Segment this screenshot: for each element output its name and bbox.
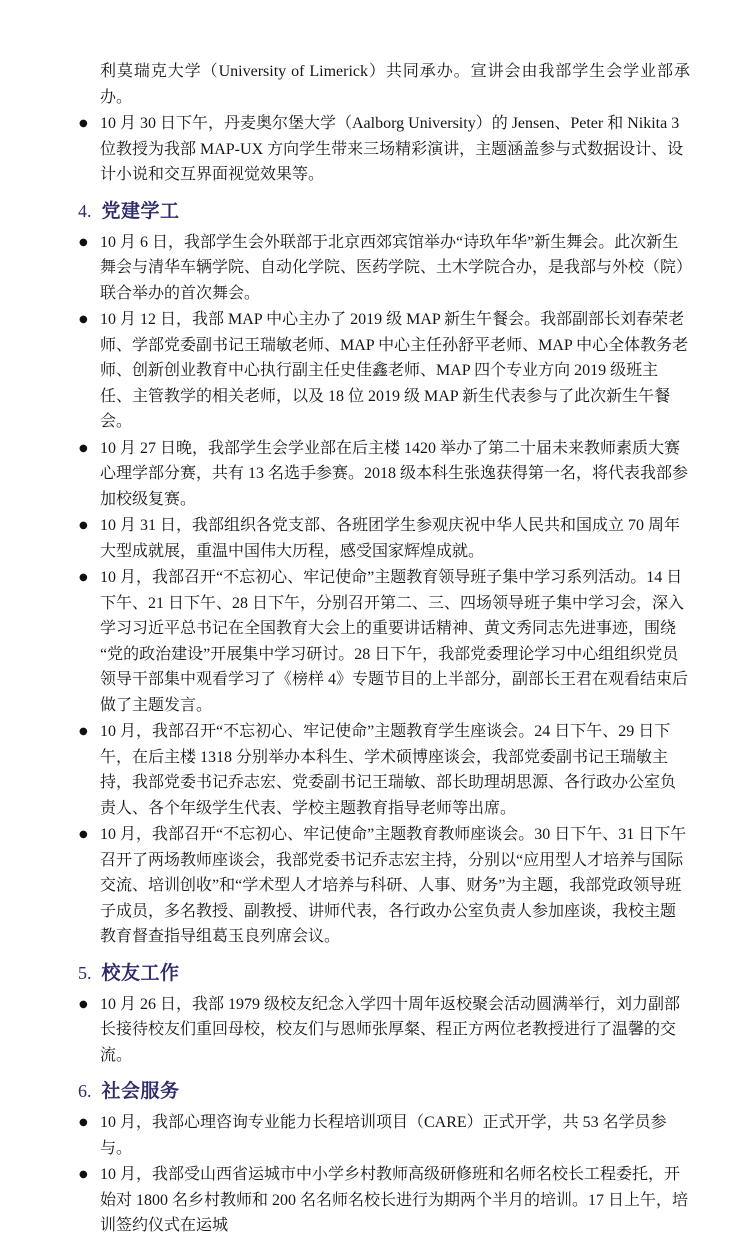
list-item bbox=[78, 1162, 690, 1239]
list-item bbox=[78, 513, 690, 564]
bullet-icon: ● bbox=[79, 1117, 88, 1128]
list-item bbox=[78, 822, 690, 950]
list-item bbox=[78, 230, 690, 307]
bullet-text: 10 月，我部召开“不忘初心、牢记使命”主题教育教师座谈会。30 日下午、31 日下午召开了两场教师座谈会，我部党委书记乔志宏主持，分别以“应用型人才培养与国际交流、培训创收”和“学术型人才培养与科研、人事、财务”为主题，我部党政领导班子成员，多名教授、副教授、讲师代表，各行政办公室负责人参加座谈，我校主题教育督查指导组葛玉良列席会议。 bbox=[100, 826, 687, 945]
bullet-text: 10 月 26 日，我部 1979 级校友纪念入学四十周年返校聚会活动圆满举行，刘力副部长接待校友们重回母校，校友们与恩师张厚粲、程正方两位老教授进行了温馨的交流。 bbox=[100, 995, 681, 1064]
bullet-icon: ● bbox=[79, 442, 88, 454]
section-heading-6 bbox=[78, 1079, 690, 1104]
list-item bbox=[78, 1110, 690, 1161]
bullet-text: 10 月 31 日，我部组织各党支部、各班团学生参观庆祝中华人民共和国成立 70 周年大型成就展，重温中国伟大历程，感受国家辉煌成就。 bbox=[100, 517, 681, 560]
section-title: 党建学工 bbox=[101, 200, 180, 222]
bullet-text: 10 月 30 日下午，丹麦奥尔堡大学（Aalborg University）的 Jensen、Peter 和 Nikita 3 位教授为我部 MAP-UX 方向学生带来三场精彩演讲，主题涵盖参与式数据设计、设计小说和交互界面视觉效果等。 bbox=[100, 115, 684, 183]
section-heading-4 bbox=[78, 199, 690, 224]
bullet-text: 10 月，我部受山西省运城市中小学乡村教师高级研修班和名师名校长工程委托，开始对 1800 名乡村教师和 200 名名师名校长进行为期两个半月的培训。17 日上午，培训签约仪式在运城 bbox=[100, 1166, 689, 1234]
intro-continuation-paragraph: 利莫瑞克大学（University of Limerick）共同承办。宣讲会由我部学生会学业部承办。 bbox=[100, 63, 690, 106]
section-number: 4. bbox=[78, 200, 92, 221]
bullet-icon: ● bbox=[79, 236, 88, 248]
bullet-text: 10 月 6 日，我部学生会外联部于北京西郊宾馆举办“诗玖年华”新生舞会。此次新生舞会与清华车辆学院、自动化学院、医药学院、土木学院合办，是我部与外校（院）联合举办的首次舞会。 bbox=[100, 233, 685, 302]
bullet-text: 10 月 27 日晚，我部学生会学业部在后主楼 1420 举办了第二十届未来教师素质大赛心理学部分赛，共有 13 名选手参赛。2018 级本科生张逸获得第一名，将代表我部参加校级复赛。 bbox=[100, 439, 689, 508]
list-item bbox=[78, 719, 690, 821]
bullet-text: 10 月，我部召开“不忘初心、牢记使命”主题教育学生座谈会。24 日下午、29 日下午，在后主楼 1318 分别举办本科生、学术硕博座谈会，我部党委副书记王瑞敏主持，我部党委书记乔志宏、党委副书记王瑞敏、部长助理胡思源、各行政办公室负责人、各个年级学生代表、学校主题教育指导老师等出席。 bbox=[100, 723, 677, 817]
bullet-icon: ● bbox=[79, 998, 88, 1010]
section-title: 社会服务 bbox=[101, 1081, 180, 1102]
bullet-icon: ● bbox=[79, 314, 88, 325]
section-title: 校友工作 bbox=[101, 962, 180, 984]
bullet-text: 10 月 12 日，我部 MAP 中心主办了 2019 级 MAP 新生午餐会。我部副部长刘春荣老师、学部党委副书记王瑞敏老师、MAP 中心主任孙舒平老师、MAP 中心全体教务老师、创新创业教育中心执行副主任史佳鑫老师、MAP 四个专业方向 2019 级班主任、主管教学的相关老师，以及 18 位 2019 级 MAP 新生代表参与了此次新生午餐会。 bbox=[100, 311, 689, 430]
bullet-icon: ● bbox=[79, 726, 88, 737]
section-number: 5. bbox=[78, 962, 92, 983]
section-heading-5 bbox=[78, 961, 690, 986]
bullet-icon: ● bbox=[79, 829, 88, 840]
list-item bbox=[78, 992, 690, 1069]
bullet-icon: ● bbox=[79, 1169, 88, 1180]
bullet-icon: ● bbox=[79, 572, 88, 583]
bullet-icon: ● bbox=[79, 118, 88, 129]
section-number: 6. bbox=[78, 1081, 92, 1101]
list-item bbox=[78, 111, 690, 188]
list-item bbox=[78, 436, 690, 513]
bullet-text: 10 月，我部心理咨询专业能力长程培训项目（CARE）正式开学，共 53 名学员参与。 bbox=[100, 1114, 667, 1157]
bullet-text: 10 月，我部召开“不忘初心、牢记使命”主题教育领导班子集中学习系列活动。14 日下午、21 日下午、28 日下午，分别召开第二、三、四场领导班子集中学习会，深入学习习近平总书记在全国教育大会上的重要讲话精神、黄文秀同志先进事迹，围绕“党的政治建设”开展集中学习研讨。28 日下午，我部党委理论学习中心组组织党员领导干部集中观看学习了《榜样 4》专题节目的上半部分，副部长王君在观看结束后做了主题发言。 bbox=[100, 569, 689, 714]
list-item bbox=[78, 565, 690, 718]
bullet-icon: ● bbox=[79, 520, 88, 531]
list-item bbox=[78, 307, 690, 435]
